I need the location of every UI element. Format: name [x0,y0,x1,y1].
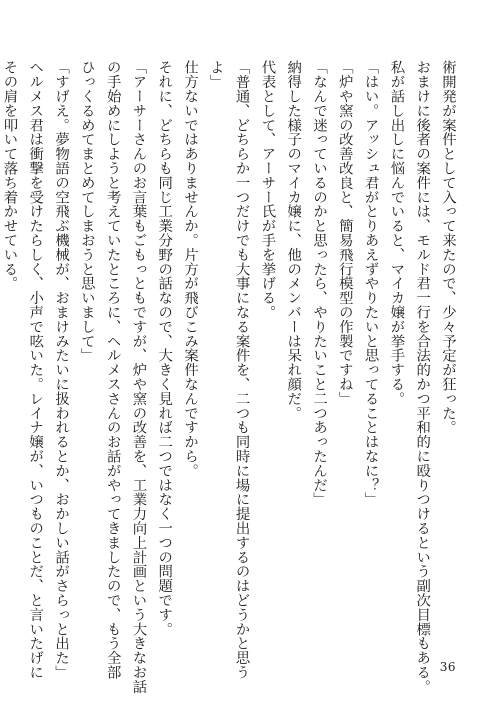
text-line: おまけに後者の案件には、モルド君一行を合法的かつ平和的に殴りつけるという副次目標もある。 [414,60,431,694]
text-line: 私が話し出しに悩んでいると、マイカ嬢が挙手する。 [388,60,405,406]
text-line: 「すげえ。夢物語の空飛ぶ機械が、おまけみたいに扱われるとか、おかしい話がさらっと出た」 [53,60,70,680]
text-line: の手始めにしようと考えていたところに、ヘルメスさんのお話がやってきましたので、もう全部 [104,60,121,680]
text-line: ヘルメス君は衝撃を受けたらしく、小声で呟いた。レイナ嬢が、いつものことだ、と言いたげに [27,60,44,680]
text-line: その肩を叩いて落ち着かせている。 [1,60,18,291]
text-line: 「はい。アッシュ君がとりあえずやりたいと思ってることはなに？」 [362,60,379,507]
text-line: 納得した様子のマイカ嬢に、他のメンバーは呆れ顔だ。 [285,60,302,420]
text-line: 「アーサーさんのお言葉もごもっともですが、炉や窯の改善を、工業力向上計画という大きなお話 [130,60,147,694]
text-line: 「普通、どちらか一つだけでも大事になる案件を、二つも同時に場に提出するのはどうかと思う [233,60,250,680]
page-number: 36 [439,660,456,674]
text-line: 代表として、アーサー氏が手を挙げる。 [259,60,276,320]
text-line: ひっくるめてまとめてしまおうと思いまして」 [78,60,95,363]
text-line: 「炉や窯の改善改良と、簡易飛行模型の作製ですね」 [336,60,353,406]
text-line: 術開発が案件として入って来たので、少々予定が狂った。 [440,60,456,435]
text-line: それに、どちらも同じ工業分野の話なので、大きく見れば二つではなく一つの問題です。 [156,60,173,636]
text-line: 「なんで迷っているのかと思ったら、やりたいこと二つあったんだ」 [311,60,328,507]
text-line: 仕方ないではありませんか。片方が飛びこみ案件なんですから。 [182,60,199,478]
text-line: よ」 [207,60,224,89]
